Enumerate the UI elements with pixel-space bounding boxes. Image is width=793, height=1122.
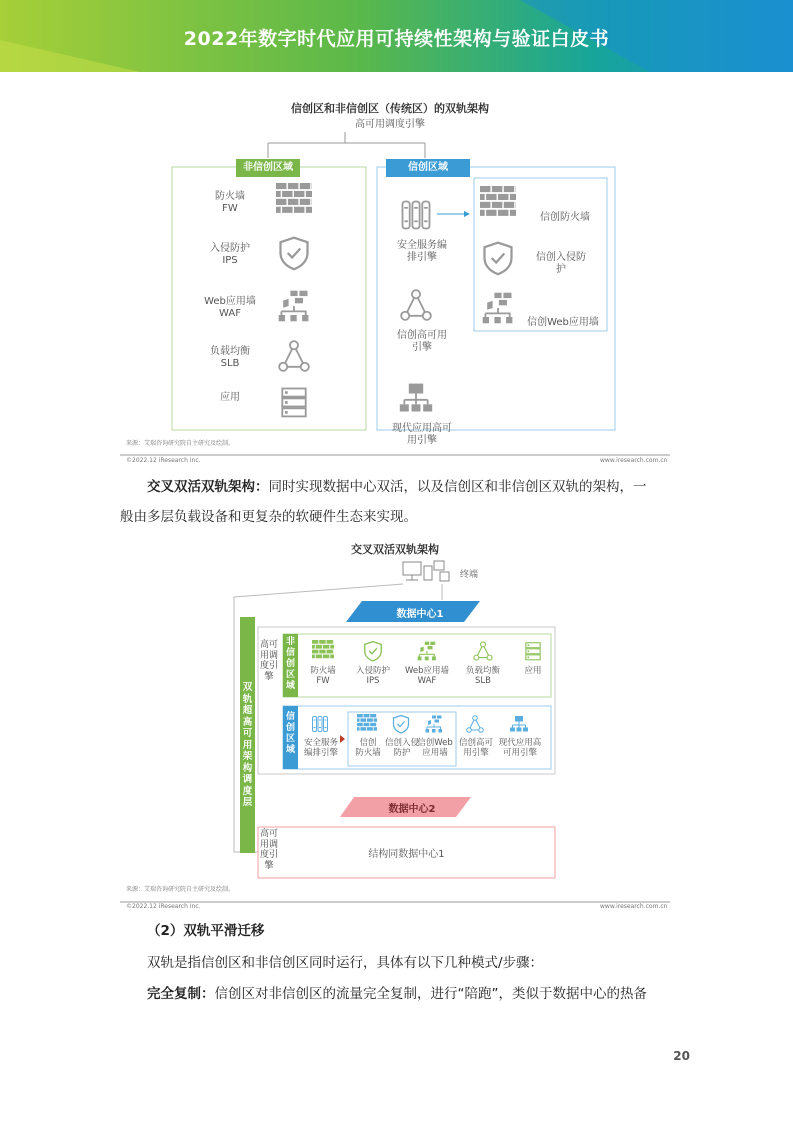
figure2-copyright: ©2022.12 iResearch Inc.: [126, 903, 201, 910]
figure2-title: 交叉双活双轨架构: [351, 543, 439, 556]
figure1-right-zone-label: 信创区域: [408, 162, 448, 173]
figure2-nonxc-item-label: 应用: [524, 666, 542, 676]
paragraph3: [147, 985, 647, 1003]
figure1-right-item-label: 信创高可用 引擎: [397, 330, 447, 353]
figure2-nonxc-label: 非信创区域: [285, 637, 295, 691]
figure1-left-item-label: Web应用墙 WAF: [204, 296, 256, 319]
figure2-xc-item-label: 信创Web 应用墙: [417, 738, 453, 758]
figure1-left-item-label: 负载均衡 SLB: [210, 346, 250, 369]
figure1-right-item-label: 现代应用高可 用引擎: [392, 423, 452, 446]
triangle-nodes-icon: [472, 640, 494, 666]
figure1-left-item-label: 应用: [220, 392, 240, 403]
figure2-nonxc-item-label: 负载均衡 SLB: [465, 666, 500, 686]
figure2-xc-item-label: 安全服务 编排引擎: [303, 738, 338, 758]
figure1-left-item-label: 防火墙 FW: [215, 191, 245, 214]
figure1-top-engine: 高可用调度引擎: [355, 119, 425, 130]
figure2-xc-item-label: 信创 防火墙: [355, 738, 381, 758]
figure2-nonxc-item-label: 防火墙 FW: [310, 666, 336, 686]
figure2-terminal-label: 终端: [460, 570, 479, 580]
figure1-title: 信创区和非信创区（传统区）的双轨架构: [291, 102, 489, 115]
paragraph2: 双轨是指信创区和非信创区同时运行，具体有以下几种模式/步骤：: [147, 955, 544, 971]
figure2-dc2-content: 结构同数据中心1: [368, 849, 445, 860]
figure1-site: www.iresearch.com.cn: [600, 457, 668, 464]
figure2-xc-item-label: 信创高可 用引擎: [458, 738, 493, 758]
web-firewall-icon: [416, 640, 438, 666]
brick-wall-icon: [357, 714, 377, 738]
figure1-left-zone-label: 非信创区域: [243, 162, 293, 173]
figure2-dc2-label: 数据中心2: [388, 804, 436, 815]
shield-check-icon: [391, 714, 411, 738]
figure1-inner-item-label: 信创防火墙: [540, 212, 590, 223]
figure2-xc-label: 信创区域: [285, 712, 295, 755]
paragraph3-text: 信创区对非信创区的流量完全复制，进行“陪跑”，类似于数据中心的热备: [214, 986, 647, 1002]
figure2-source: 来源：艾瑞咨询研究院自主研究及绘制。: [126, 886, 235, 893]
triangle-nodes-icon: [465, 714, 485, 738]
web-firewall-icon: [424, 714, 444, 738]
figure2-nonxc-item-label: 入侵防护 IPS: [355, 666, 390, 686]
figure1-source: 来源：艾瑞咨询研究院自主研究及绘制。: [126, 440, 235, 447]
figure2-engine2-label: 高可用调度引擎: [259, 829, 278, 871]
document-title: 2022年数字时代应用可持续性架构与验证白皮书: [183, 28, 610, 50]
page-number: 20: [673, 1049, 690, 1063]
figure1-left-item-label: 入侵防护 IPS: [210, 243, 250, 266]
figure1-inner-item-label: 信创入侵防 护: [536, 252, 586, 275]
server-rack-icon: [522, 640, 544, 666]
brick-wall-icon: [312, 640, 334, 666]
figure1-copyright: ©2022.12 iResearch Inc.: [126, 457, 201, 464]
paragraph3-bold: 完全复制：: [147, 986, 215, 1002]
section-heading: （2）双轨平滑迁移: [147, 923, 265, 939]
figure2-dc1-label: 数据中心1: [396, 609, 444, 620]
network-tree-icon: [509, 714, 529, 738]
figure1-right-item-label: 安全服务编 排引擎: [397, 240, 447, 263]
figure2-site: www.iresearch.com.cn: [600, 903, 668, 910]
paragraph1-text1: 同时实现数据中心双活，以及信创区和非信创区双轨的架构，一: [268, 479, 647, 495]
paragraph1-line2: 般由多层负载设备和更复杂的软硬件生态来实现。: [120, 509, 417, 525]
figure2-xc-item-label: 现代应用高 可用引擎: [498, 738, 542, 758]
figure2-nonxc-item-label: Web应用墙 WAF: [404, 666, 450, 686]
shield-check-icon: [362, 640, 384, 666]
figure2-engine1-label: 高可用调度引擎: [259, 640, 278, 682]
figure2-xc-item-label: 信创入侵 防护: [384, 738, 419, 758]
terminal-icon: [403, 561, 449, 581]
paragraph1-bold: 交叉双活双轨架构：: [147, 479, 269, 495]
figure2-side-bar-label: 双轨超高可用架构调度层: [242, 682, 253, 808]
server-cluster-icon: [310, 714, 330, 738]
figure1-inner-item-label: 信创Web应用墙: [527, 317, 599, 328]
